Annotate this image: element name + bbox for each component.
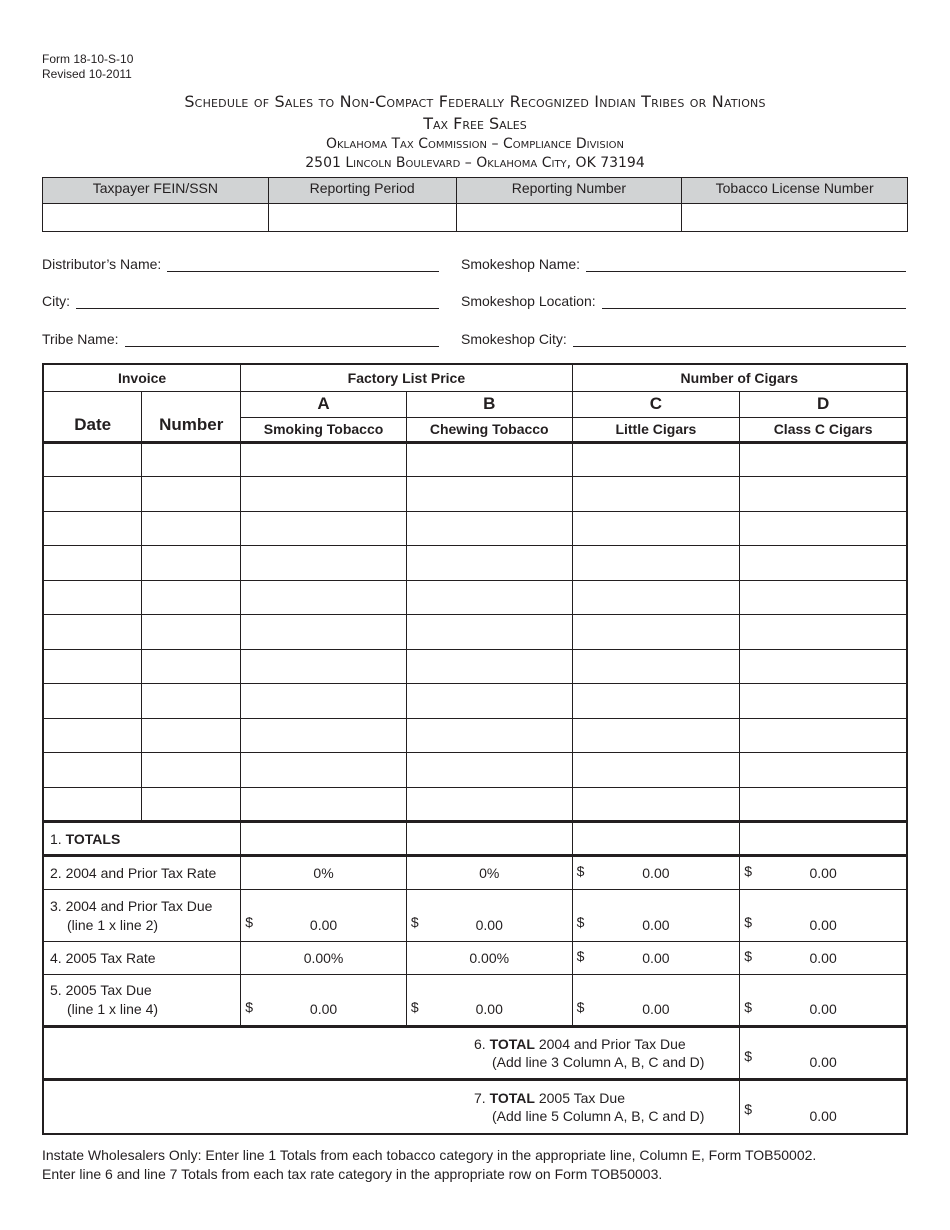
rate-2005-c: $ 0.00: [572, 942, 740, 975]
chewing-tobacco-cell[interactable]: [406, 546, 572, 581]
total-2005-row: [43, 1080, 907, 1134]
number-cell[interactable]: [142, 615, 241, 650]
taxpayer-fein-input[interactable]: [43, 204, 269, 232]
chewing-tobacco-cell[interactable]: [406, 477, 572, 512]
header-taxpayer-fein: Taxpayer FEIN/SSN: [43, 178, 269, 204]
tobacco-license-input[interactable]: [682, 204, 908, 232]
chewing-tobacco-cell[interactable]: [406, 615, 572, 650]
date-cell[interactable]: [43, 718, 142, 753]
total-2004-label: 6. TOTAL 2004 and Prior Tax Due (Add line 3 Column A, B, C and D): [43, 1027, 740, 1080]
tribe-name-label: Tribe Name:: [42, 331, 119, 347]
number-of-cigars-header: Number of Cigars: [572, 364, 907, 391]
smoking-tobacco-cell[interactable]: [241, 718, 407, 753]
number-cell[interactable]: [142, 649, 241, 684]
little-cigars-header: Little Cigars: [572, 417, 740, 442]
class-c-cigars-cell[interactable]: [740, 580, 907, 615]
table-row: [43, 546, 907, 581]
date-cell[interactable]: [43, 615, 142, 650]
rate-2004-row: [43, 856, 907, 890]
form-number: Form 18-10-S-10: [42, 52, 134, 66]
form-revised: Revised 10-2011: [42, 67, 132, 81]
invoice-header: Invoice: [43, 364, 241, 391]
number-cell[interactable]: [142, 546, 241, 581]
total-2004-row: [43, 1027, 907, 1080]
distributor-name-field: [42, 256, 439, 272]
class-c-cigars-cell[interactable]: [740, 684, 907, 719]
smokeshop-city-input[interactable]: [573, 333, 906, 347]
number-header: Number: [142, 391, 241, 442]
totals-label: 1. TOTALS: [43, 822, 241, 856]
rate-2005-a: 0.00%: [241, 942, 407, 975]
number-cell[interactable]: [142, 477, 241, 512]
date-cell[interactable]: [43, 477, 142, 512]
class-c-cigars-cell[interactable]: [740, 649, 907, 684]
taxpayer-id-table: [42, 177, 908, 232]
rate-2004-label: 2. 2004 and Prior Tax Rate: [43, 856, 241, 890]
class-c-cigars-cell[interactable]: [740, 442, 907, 477]
totals-a[interactable]: [241, 822, 407, 856]
date-cell[interactable]: [43, 580, 142, 615]
table-row: [43, 718, 907, 753]
due-2004-c: $ 0.00: [572, 890, 740, 942]
footer-line-2: Enter line 6 and line 7 Totals from each tax rate category in the appropriate row on Form TOB50003.: [42, 1166, 663, 1182]
column-c-letter: C: [572, 391, 740, 417]
tribe-name-input[interactable]: [125, 333, 439, 347]
chewing-tobacco-cell[interactable]: [406, 718, 572, 753]
number-cell[interactable]: [142, 684, 241, 719]
date-cell[interactable]: [43, 753, 142, 788]
footer-line-1: Instate Wholesalers Only: Enter line 1 Totals from each tobacco category in the appropriate line, Column E, Form TOB50002.: [42, 1147, 817, 1163]
smokeshop-city-label: Smokeshop City:: [461, 331, 567, 347]
rate-2004-b: 0%: [406, 856, 572, 890]
rate-2005-d: $ 0.00: [740, 942, 907, 975]
total-2005-value: $ 0.00: [740, 1080, 907, 1134]
class-c-cigars-cell[interactable]: [740, 511, 907, 546]
little-cigars-cell[interactable]: [572, 477, 740, 512]
smoking-tobacco-cell[interactable]: [241, 511, 407, 546]
chewing-tobacco-cell[interactable]: [406, 580, 572, 615]
table-row: [43, 477, 907, 512]
rate-2004-d: $ 0.00: [740, 856, 907, 890]
reporting-number-input[interactable]: [456, 204, 682, 232]
smoking-tobacco-cell[interactable]: [241, 684, 407, 719]
chewing-tobacco-cell[interactable]: [406, 787, 572, 822]
distributor-name-input[interactable]: [167, 258, 439, 272]
date-cell[interactable]: [43, 684, 142, 719]
smokeshop-name-label: Smokeshop Name:: [461, 256, 581, 272]
form-subtitle: Tax Free Sales: [423, 114, 527, 133]
totals-c[interactable]: [572, 822, 740, 856]
title-block: [0, 90, 950, 173]
number-cell[interactable]: [142, 511, 241, 546]
totals-b[interactable]: [406, 822, 572, 856]
smoking-tobacco-cell[interactable]: [241, 649, 407, 684]
agency-name: Oklahoma Tax Commission – Compliance Division: [325, 136, 625, 152]
header-reporting-number: Reporting Number: [456, 178, 682, 204]
smoking-tobacco-cell[interactable]: [241, 615, 407, 650]
little-cigars-cell[interactable]: [572, 442, 740, 477]
smokeshop-name-input[interactable]: [586, 258, 906, 272]
due-2005-label: 5. 2005 Tax Due (line 1 x line 4): [43, 975, 241, 1027]
smokeshop-city-field: [461, 331, 906, 347]
number-cell[interactable]: [142, 718, 241, 753]
smoking-tobacco-cell[interactable]: [241, 546, 407, 581]
little-cigars-cell[interactable]: [572, 615, 740, 650]
city-input[interactable]: [76, 295, 439, 309]
smokeshop-location-input[interactable]: [602, 295, 906, 309]
chewing-tobacco-cell[interactable]: [406, 511, 572, 546]
date-cell[interactable]: [43, 649, 142, 684]
chewing-tobacco-cell[interactable]: [406, 753, 572, 788]
smoking-tobacco-cell[interactable]: [241, 580, 407, 615]
little-cigars-cell[interactable]: [572, 718, 740, 753]
due-2004-label: 3. 2004 and Prior Tax Due (line 1 x line 2): [43, 890, 241, 942]
agency-address: 2501 Lincoln Boulevard – Oklahoma City, OK 73194: [305, 155, 645, 171]
due-2004-row: [43, 890, 907, 942]
class-c-cigars-cell[interactable]: [740, 615, 907, 650]
number-cell[interactable]: [142, 753, 241, 788]
class-c-cigars-cell[interactable]: [740, 718, 907, 753]
chewing-tobacco-cell[interactable]: [406, 649, 572, 684]
class-c-cigars-header: Class C Cigars: [740, 417, 907, 442]
total-2004-value: $ 0.00: [740, 1027, 907, 1080]
column-d-letter: D: [740, 391, 907, 417]
smoking-tobacco-cell[interactable]: [241, 477, 407, 512]
factory-list-price-header: Factory List Price: [241, 364, 572, 391]
totals-row: [43, 822, 907, 856]
sales-schedule-table: [42, 363, 908, 1135]
smokeshop-location-field: [461, 293, 906, 309]
little-cigars-cell[interactable]: [572, 580, 740, 615]
smoking-tobacco-cell[interactable]: [241, 753, 407, 788]
footer-instructions: [42, 1146, 922, 1184]
number-cell[interactable]: [142, 580, 241, 615]
table-row: [43, 649, 907, 684]
due-2005-c: $ 0.00: [572, 975, 740, 1027]
class-c-cigars-cell[interactable]: [740, 787, 907, 822]
table-row: [43, 684, 907, 719]
rate-2004-a: 0%: [241, 856, 407, 890]
due-2004-d: $ 0.00: [740, 890, 907, 942]
smoking-tobacco-cell[interactable]: [241, 442, 407, 477]
date-cell[interactable]: [43, 442, 142, 477]
due-2005-b: $ 0.00: [406, 975, 572, 1027]
header-reporting-period: Reporting Period: [268, 178, 456, 204]
table-row: [43, 787, 907, 822]
number-cell[interactable]: [142, 787, 241, 822]
table-row: [43, 511, 907, 546]
form-title: Schedule of Sales to Non-Compact Federally Recognized Indian Tribes or Nations: [184, 92, 766, 111]
rate-2005-b: 0.00%: [406, 942, 572, 975]
table-row: [43, 580, 907, 615]
little-cigars-cell[interactable]: [572, 546, 740, 581]
tribe-name-field: [42, 331, 439, 347]
little-cigars-cell[interactable]: [572, 684, 740, 719]
date-cell[interactable]: [43, 787, 142, 822]
rate-2005-row: [43, 942, 907, 975]
date-header: Date: [43, 391, 142, 442]
little-cigars-cell[interactable]: [572, 787, 740, 822]
table-row: [43, 615, 907, 650]
class-c-cigars-cell[interactable]: [740, 753, 907, 788]
class-c-cigars-cell[interactable]: [740, 546, 907, 581]
smoking-tobacco-header: Smoking Tobacco: [241, 417, 407, 442]
column-a-letter: A: [241, 391, 407, 417]
date-cell[interactable]: [43, 511, 142, 546]
chewing-tobacco-cell[interactable]: [406, 442, 572, 477]
due-2005-d: $ 0.00: [740, 975, 907, 1027]
header-tobacco-license: Tobacco License Number: [682, 178, 908, 204]
due-2004-a: $ 0.00: [241, 890, 407, 942]
table-row: [43, 753, 907, 788]
city-label: City:: [42, 293, 70, 309]
form-id: [42, 52, 133, 82]
smoking-tobacco-cell[interactable]: [241, 787, 407, 822]
date-cell[interactable]: [43, 546, 142, 581]
distributor-name-label: Distributor’s Name:: [42, 256, 162, 272]
smokeshop-name-field: [461, 256, 906, 272]
little-cigars-cell[interactable]: [572, 753, 740, 788]
column-b-letter: B: [406, 391, 572, 417]
due-2004-b: $ 0.00: [406, 890, 572, 942]
little-cigars-cell[interactable]: [572, 511, 740, 546]
totals-d[interactable]: [740, 822, 907, 856]
class-c-cigars-cell[interactable]: [740, 477, 907, 512]
reporting-period-input[interactable]: [268, 204, 456, 232]
city-field: [42, 293, 439, 309]
rate-2004-c: $ 0.00: [572, 856, 740, 890]
smokeshop-location-label: Smokeshop Location:: [461, 293, 596, 309]
chewing-tobacco-header: Chewing Tobacco: [406, 417, 572, 442]
chewing-tobacco-cell[interactable]: [406, 684, 572, 719]
total-2005-label: 7. TOTAL 2005 Tax Due (Add line 5 Column A, B, C and D): [43, 1080, 740, 1134]
due-2005-row: [43, 975, 907, 1027]
table-row: [43, 442, 907, 477]
due-2005-a: $ 0.00: [241, 975, 407, 1027]
number-cell[interactable]: [142, 442, 241, 477]
rate-2005-label: 4. 2005 Tax Rate: [43, 942, 241, 975]
little-cigars-cell[interactable]: [572, 649, 740, 684]
